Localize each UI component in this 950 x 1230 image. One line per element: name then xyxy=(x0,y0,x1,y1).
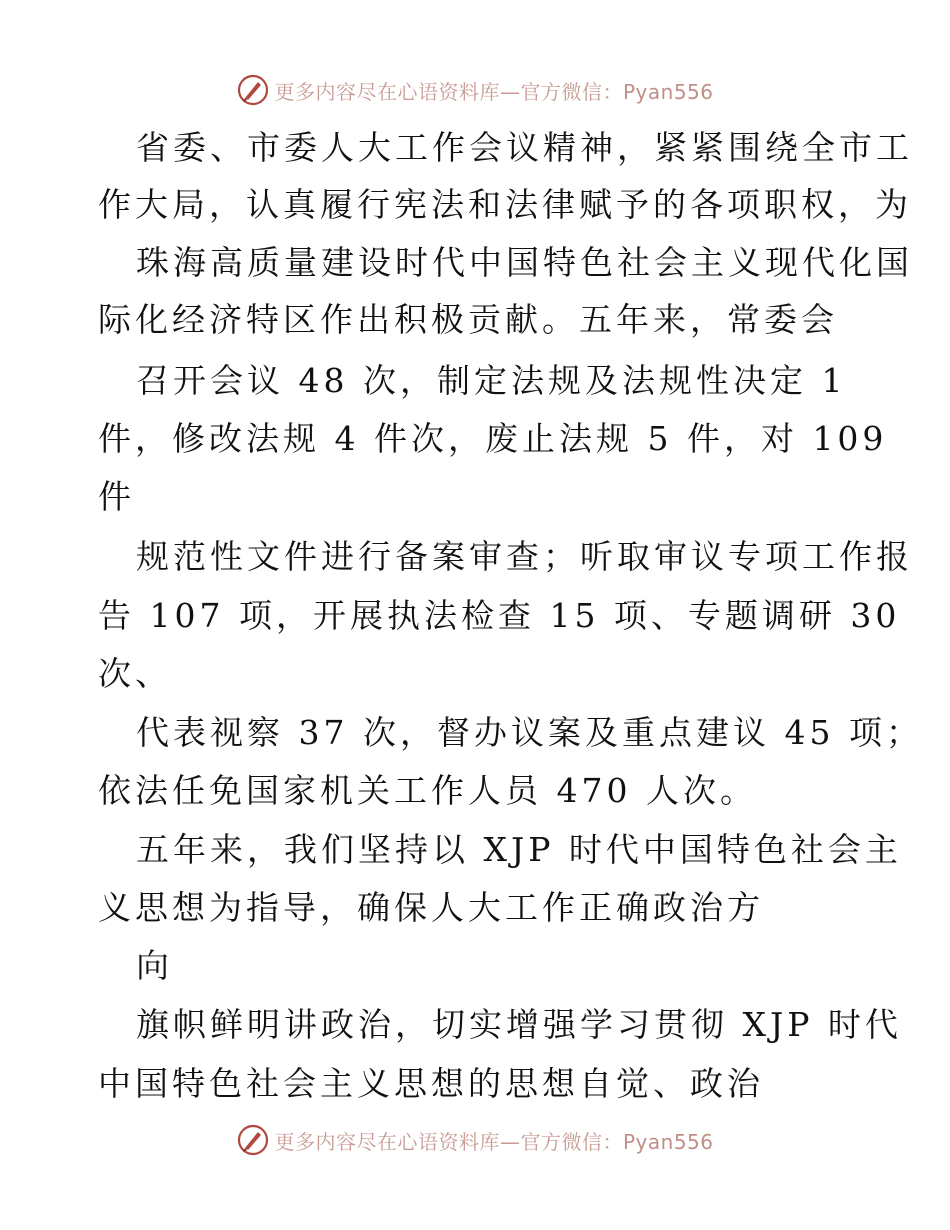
pen-logo-icon xyxy=(236,1123,270,1157)
text-line: 代表视察 37 次，督办议案及重点建议 45 项； xyxy=(136,713,923,752)
text-line: 规范性文件进行备案审查；听取审议专项工作报 xyxy=(136,537,913,576)
text-line: 告 107 项，开展执法检查 15 项、专题调研 30 xyxy=(98,596,901,635)
text-line: 次、 xyxy=(98,654,172,693)
text-line: 召开会议 48 次，制定法规及法规性决定 1 xyxy=(136,361,847,400)
text-line: 中国特色社会主义思想的思想自觉、政治 xyxy=(98,1064,764,1103)
watermark-text: 更多内容尽在心语资料库—官方微信：Pyan556 xyxy=(274,79,714,104)
header-watermark xyxy=(0,72,950,108)
text-line: 义思想为指导，确保人大工作正确政治方 xyxy=(98,888,764,927)
watermark-text: 更多内容尽在心语资料库—官方微信：Pyan556 xyxy=(274,1129,714,1154)
pen-logo-icon xyxy=(236,73,270,107)
text-line: 作大局，认真履行宪法和法律赋予的各项职权，为 xyxy=(98,185,912,224)
text-line: 依法任免国家机关工作人员 470 人次。 xyxy=(98,771,757,810)
text-line: 件 xyxy=(98,477,135,516)
text-line: 省委、市委人大工作会议精神，紧紧围绕全市工 xyxy=(136,128,913,167)
text-line: 五年来，我们坚持以 XJP 时代中国特色社会主 xyxy=(136,830,902,869)
text-line: 旗帜鲜明讲政治，切实增强学习贯彻 XJP 时代 xyxy=(136,1005,902,1044)
footer-watermark xyxy=(0,1122,950,1158)
text-line: 珠海高质量建设时代中国特色社会主义现代化国 xyxy=(136,243,913,282)
text-line: 向 xyxy=(136,946,173,985)
text-line: 件，修改法规 4 件次，废止法规 5 件，对 109 xyxy=(98,419,888,458)
text-line: 际化经济特区作出积极贡献。五年来，常委会 xyxy=(98,300,838,339)
